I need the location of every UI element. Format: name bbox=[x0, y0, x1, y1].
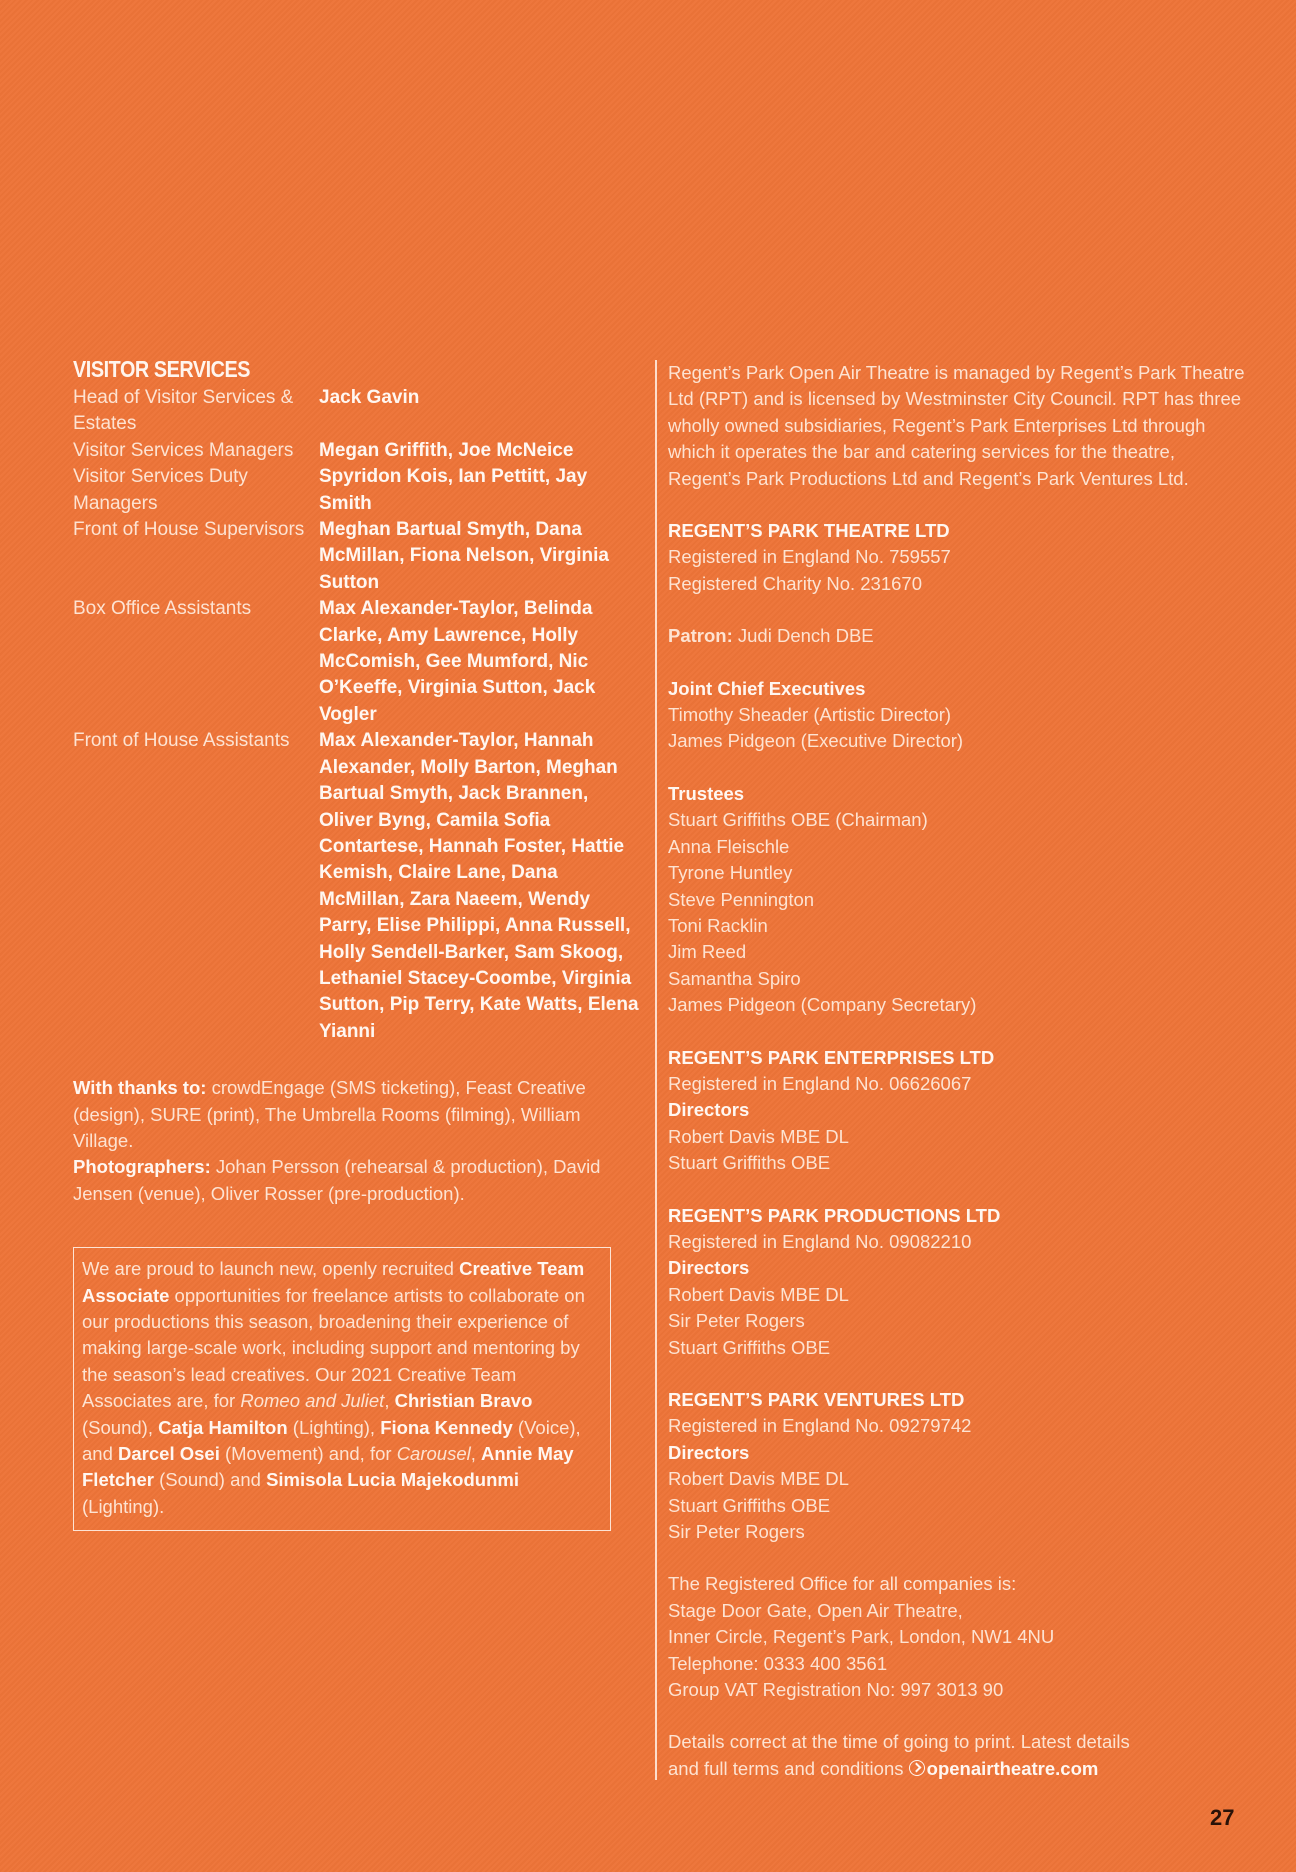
director-line: Robert Davis MBE DL bbox=[668, 1468, 849, 1490]
joint-chief-title: Joint Chief Executives bbox=[668, 677, 866, 699]
company-reg: Registered in England No. 09082210 bbox=[668, 1230, 972, 1252]
associates-bold: Creative Team Associate bbox=[82, 1258, 585, 1306]
associates-text: , bbox=[384, 1390, 395, 1412]
staff-role: Front of House Supervisors bbox=[73, 519, 305, 541]
director-line: Sir Peter Rogers bbox=[668, 1310, 805, 1332]
trustee-line: Jim Reed bbox=[668, 941, 747, 963]
staff-role: Visitor Services Managers bbox=[73, 439, 294, 461]
associate-name: Christian Bravo bbox=[394, 1390, 533, 1412]
staff-names: Spyridon Kois, Ian Pettitt, Jay Smith bbox=[319, 466, 588, 514]
staff-row bbox=[73, 438, 643, 464]
creative-team-associates-box bbox=[73, 1247, 611, 1531]
staff-role: Head of Visitor Services & Estates bbox=[73, 387, 294, 435]
staff-names: Max Alexander-Taylor, Hannah Alexander, Molly Barton, Meghan Bartual Smyth, Jack Brannen, Oliver Byng, Camila Sofia Contartese, Hannah Foster, Hattie Kemish, Claire Lane, Dana McMillan, Zara Naeem, Wendy Parry, Elise Philippi, Anna Russell, Holly Sendell-Barker, Sam Skoog, Lethaniel Stacey-Coombe, Virginia Sutton, Pip Terry, Kate Watts, Elena Yianni bbox=[319, 730, 639, 1042]
theatre-ltd-block bbox=[668, 518, 1248, 597]
directors-label: Directors bbox=[668, 1257, 750, 1279]
staff-names: Max Alexander-Taylor, Belinda Clarke, Amy Lawrence, Holly McComish, Gee Mumford, Nic O’Keeffe, Virginia Sutton, Jack Vogler bbox=[319, 598, 596, 725]
office-line: The Registered Office for all companies is: bbox=[668, 1573, 1017, 1595]
company-reg: Registered in England No. 09279742 bbox=[668, 1415, 972, 1437]
visitor-services-heading: VISITOR SERVICES bbox=[73, 356, 251, 382]
thanks-paragraph bbox=[73, 1075, 643, 1207]
associate-name: Fiona Kennedy bbox=[380, 1416, 513, 1438]
directors-label: Directors bbox=[668, 1441, 750, 1463]
page-number: 27 bbox=[1210, 1805, 1235, 1830]
company-title: REGENT’S PARK VENTURES LTD bbox=[668, 1389, 965, 1410]
photographers-label: Photographers: bbox=[73, 1156, 211, 1178]
trustee-line: James Pidgeon (Company Secretary) bbox=[668, 994, 977, 1016]
associate-role: (Lighting). bbox=[82, 1495, 165, 1517]
executive-line: James Pidgeon (Executive Director) bbox=[668, 730, 964, 752]
registered-office-block bbox=[668, 1571, 1248, 1703]
footer-note-line: Details correct at the time of going to print. Latest details bbox=[668, 1731, 1130, 1753]
trustee-line: Anna Fleischle bbox=[668, 835, 790, 857]
staff-row bbox=[73, 385, 643, 438]
trustees-title: Trustees bbox=[668, 782, 745, 804]
trustees-block bbox=[668, 781, 1248, 1019]
footer-note-text: and full terms and conditions bbox=[668, 1757, 909, 1779]
executive-line: Timothy Sheader (Artistic Director) bbox=[668, 704, 952, 726]
productions-block bbox=[668, 1203, 1248, 1361]
staff-role: Visitor Services Duty Managers bbox=[73, 466, 248, 514]
thanks-text: crowdEngage (SMS ticketing), Feast Creative (design), SURE (print), The Umbrella Rooms (filming), William Village. bbox=[73, 1077, 586, 1151]
staff-row bbox=[73, 464, 643, 517]
patron-block bbox=[668, 623, 1248, 649]
director-line: Stuart Griffiths OBE bbox=[668, 1336, 831, 1358]
enterprises-block bbox=[668, 1045, 1248, 1177]
staff-row bbox=[73, 517, 643, 596]
associate-name: Annie May Fletcher bbox=[82, 1443, 574, 1491]
office-line: Stage Door Gate, Open Air Theatre, bbox=[668, 1599, 963, 1621]
patron-label: Patron: bbox=[668, 625, 733, 647]
trustee-line: Tyrone Huntley bbox=[668, 862, 793, 884]
arrow-circle-icon bbox=[909, 1760, 925, 1776]
office-line: Group VAT Registration No: 997 3013 90 bbox=[668, 1679, 1004, 1701]
right-column bbox=[668, 360, 1248, 1782]
director-line: Robert Davis MBE DL bbox=[668, 1283, 849, 1305]
joint-chief-block bbox=[668, 676, 1248, 755]
staff-row bbox=[73, 728, 643, 1045]
ventures-block bbox=[668, 1387, 1248, 1545]
company-line: Registered in England No. 759557 bbox=[668, 546, 951, 568]
trustee-line: Stuart Griffiths OBE (Chairman) bbox=[668, 809, 928, 831]
director-line: Sir Peter Rogers bbox=[668, 1521, 805, 1543]
associates-text: We are proud to launch new, openly recruited bbox=[82, 1258, 460, 1280]
show-title: Carousel bbox=[396, 1443, 471, 1465]
column-divider bbox=[655, 360, 657, 1780]
associate-role: (Voice), and bbox=[82, 1416, 581, 1465]
office-line: Telephone: 0333 400 3561 bbox=[668, 1652, 888, 1674]
staff-names: Meghan Bartual Smyth, Dana McMillan, Fiona Nelson, Virginia Sutton bbox=[319, 519, 609, 593]
management-intro: Regent’s Park Open Air Theatre is managed by Regent’s Park Theatre Ltd (RPT) and is licensed by Westminster City Council. RPT has three wholly owned subsidiaries, Regent’s Park Enterprises Ltd through which it operates the bar and catering services for the theatre, Regent’s Park Productions Ltd and Regent’s Park Ventures Ltd. bbox=[668, 362, 1245, 489]
staff-role: Box Office Assistants bbox=[73, 598, 252, 620]
director-line: Stuart Griffiths OBE bbox=[668, 1152, 831, 1174]
show-title: Romeo and Juliet bbox=[240, 1390, 385, 1412]
directors-label: Directors bbox=[668, 1099, 750, 1121]
associate-role: (Sound), bbox=[82, 1416, 159, 1438]
company-title: REGENT’S PARK THEATRE LTD bbox=[668, 520, 950, 542]
photographers-text: Johan Persson (rehearsal & production), David Jensen (venue), Oliver Rosser (pre-production). bbox=[73, 1156, 601, 1204]
staff-names: Jack Gavin bbox=[319, 387, 420, 408]
footer-note-line bbox=[668, 1756, 1248, 1782]
staff-row bbox=[73, 596, 643, 728]
thanks-label: With thanks to: bbox=[73, 1077, 207, 1099]
associate-role: (Sound) and bbox=[153, 1469, 267, 1491]
associate-role: (Lighting), bbox=[287, 1416, 381, 1438]
patron-name: Judi Dench DBE bbox=[732, 625, 874, 647]
director-line: Stuart Griffiths OBE bbox=[668, 1494, 831, 1516]
director-line: Robert Davis MBE DL bbox=[668, 1125, 849, 1147]
associates-text: , bbox=[470, 1443, 482, 1465]
associates-text: opportunities for freelance artists to collaborate on our productions this season, broadening their experience of making large-scale work, including support and mentoring by the season’s lead creatives. Our 2021 Creative Team Associates are, for bbox=[82, 1284, 585, 1412]
office-line: Inner Circle, Regent’s Park, London, NW1 4NU bbox=[668, 1626, 1055, 1648]
footer-note bbox=[668, 1729, 1248, 1782]
staff-role: Front of House Assistants bbox=[73, 730, 290, 752]
company-title: REGENT’S PARK ENTERPRISES LTD bbox=[668, 1046, 995, 1068]
company-title: REGENT’S PARK PRODUCTIONS LTD bbox=[668, 1204, 1001, 1226]
company-line: Registered Charity No. 231670 bbox=[668, 572, 923, 594]
associate-name: Darcel Osei bbox=[118, 1443, 220, 1465]
company-reg: Registered in England No. 06626067 bbox=[668, 1072, 972, 1094]
left-column bbox=[73, 356, 643, 1531]
staff-list bbox=[73, 385, 643, 1045]
trustee-line: Steve Pennington bbox=[668, 888, 815, 910]
staff-names: Megan Griffith, Joe McNeice bbox=[319, 439, 574, 461]
associate-role: (Movement) and, for bbox=[219, 1443, 397, 1465]
associate-name: Simisola Lucia Majekodunmi bbox=[266, 1469, 519, 1491]
trustee-line: Toni Racklin bbox=[668, 914, 768, 936]
associate-name: Catja Hamilton bbox=[158, 1416, 288, 1438]
trustee-line: Samantha Spiro bbox=[668, 967, 801, 989]
website-link[interactable]: openairtheatre.com bbox=[926, 1757, 1099, 1779]
